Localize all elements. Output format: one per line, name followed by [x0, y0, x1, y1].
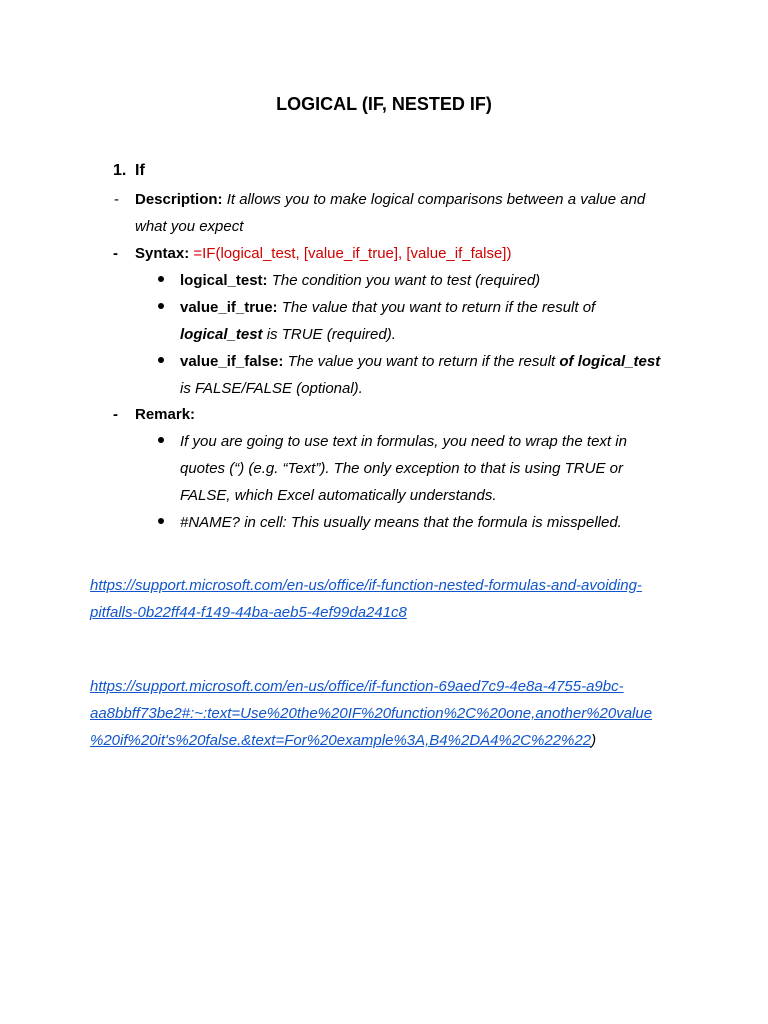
- description-text-1: It allows you to make logical comparisons between a value and: [226, 191, 646, 208]
- bullet-icon: [158, 518, 164, 524]
- arg-emphasis: of logical_test: [559, 353, 661, 370]
- section-number: 1.: [113, 162, 127, 179]
- description-dash: -: [114, 191, 119, 208]
- arg-text: The value you want to return if the result: [287, 353, 560, 370]
- syntax-label: Syntax:: [135, 245, 190, 262]
- description-label: Description:: [135, 191, 223, 208]
- description-text-2: what you expect: [135, 218, 244, 235]
- bullet-icon: [158, 357, 164, 363]
- remark-item-1-line-3: FALSE, which Excel automatically understands.: [180, 487, 497, 504]
- bullet-icon: [158, 276, 164, 282]
- arg-emphasis: logical_test: [180, 326, 263, 343]
- reference-link-2-line-3[interactable]: %20if%20it's%20false.&text=For%20example%3A,B4%2DA4%2C%22%22: [90, 732, 592, 749]
- page-title: LOGICAL (IF, NESTED IF): [276, 94, 492, 114]
- arg-text: The condition you want to test (required): [271, 272, 541, 289]
- arg-value-if-false: [180, 348, 660, 375]
- arg-value-if-true-line-2: [180, 321, 396, 348]
- arg-text: The value that you want to return if the result of: [281, 299, 596, 316]
- arg-logical-test: [180, 267, 540, 294]
- remark-item-1-line-2: quotes (“) (e.g. “Text”). The only exception to that is using TRUE or: [180, 460, 623, 477]
- arg-text: is TRUE (required).: [262, 326, 396, 343]
- arg-label: logical_test:: [180, 272, 268, 289]
- reference-link-2-line-1[interactable]: https://support.microsoft.com/en-us/office/if-function-69aed7c9-4e8a-4755-a9bc-: [90, 678, 624, 695]
- reference-link-1-line-2[interactable]: pitfalls-0b22ff44-f149-44ba-aeb5-4ef99da241c8: [90, 604, 407, 621]
- remark-dash: -: [113, 406, 118, 423]
- bullet-icon: [158, 437, 164, 443]
- reference-link-2-line-2[interactable]: aa8bbff73be2#:~:text=Use%20the%20IF%20function%2C%20one,another%20value: [90, 705, 653, 722]
- closing-paren: ): [591, 732, 597, 749]
- remark-item-2: #NAME? in cell: This usually means that the formula is misspelled.: [180, 514, 622, 531]
- arg-value-if-false-line-2: is FALSE/FALSE (optional).: [180, 380, 363, 397]
- section-heading: If: [135, 162, 145, 179]
- description-line-1: [135, 186, 645, 213]
- remark-label: Remark:: [135, 406, 196, 423]
- bullet-icon: [158, 303, 164, 309]
- syntax-line: [135, 240, 511, 267]
- arg-label: value_if_false:: [180, 353, 284, 370]
- syntax-formula: =IF(logical_test, [value_if_true], [value_if_false]): [193, 245, 512, 262]
- arg-value-if-true: [180, 294, 595, 321]
- syntax-dash: -: [113, 245, 118, 262]
- reference-link-1-line-1[interactable]: https://support.microsoft.com/en-us/office/if-function-nested-formulas-and-avoiding-: [90, 577, 642, 594]
- remark-item-1-line-1: If you are going to use text in formulas, you need to wrap the text in: [180, 433, 627, 450]
- reference-link-2-line-3-wrap: [90, 727, 596, 754]
- arg-label: value_if_true:: [180, 299, 278, 316]
